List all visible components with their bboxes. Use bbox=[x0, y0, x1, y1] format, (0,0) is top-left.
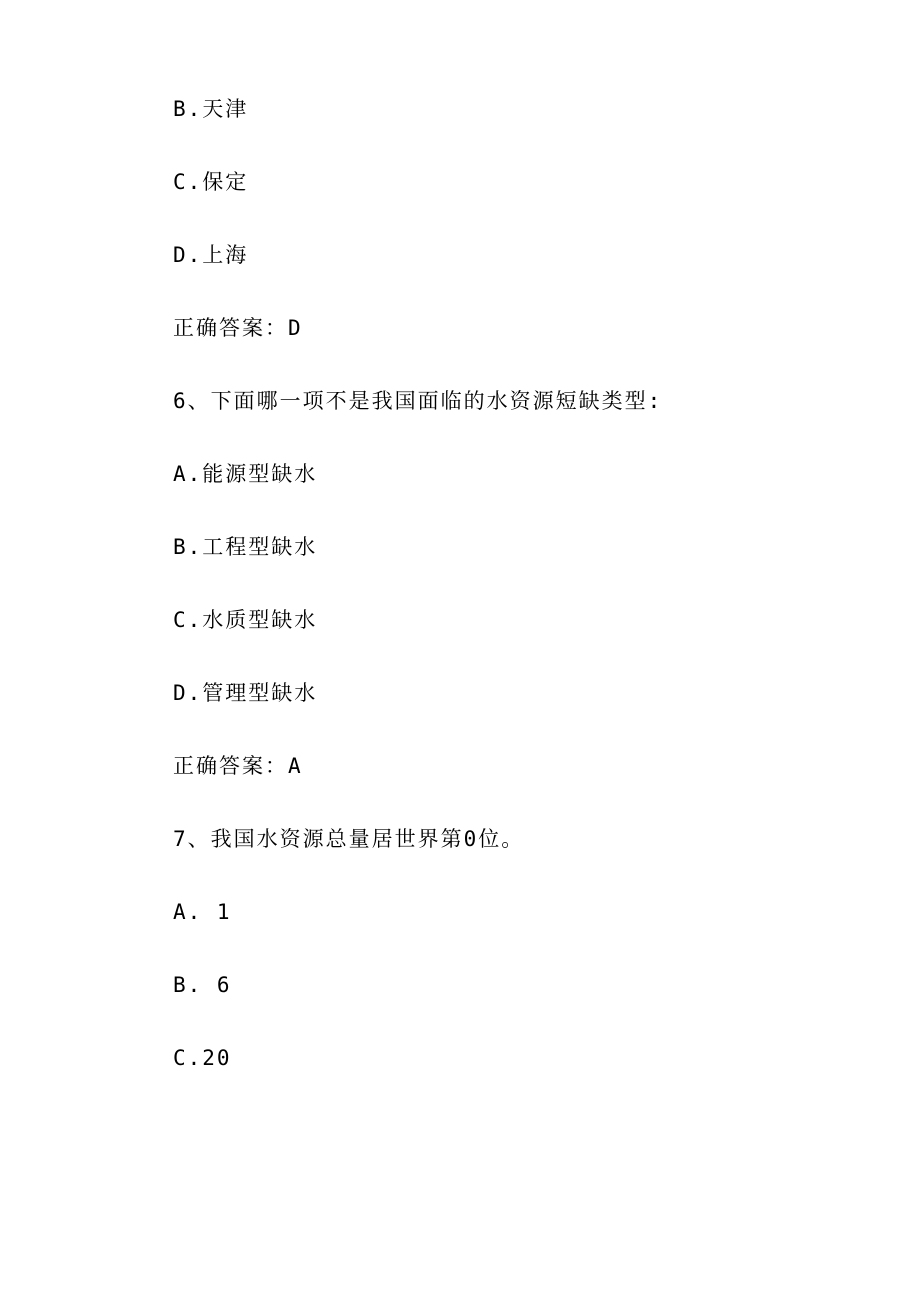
question-6-option-d: D.管理型缺水 bbox=[173, 681, 318, 705]
option-c-baoding: C.保定 bbox=[173, 170, 249, 194]
question-7: 7、我国水资源总量居世界第0位。 bbox=[173, 827, 525, 851]
question-6-option-a: A.能源型缺水 bbox=[173, 462, 318, 486]
answer-q5: 正确答案：D bbox=[173, 316, 303, 340]
question-6-option-c: C.水质型缺水 bbox=[173, 608, 318, 632]
option-b-tianjin: B.天津 bbox=[173, 97, 249, 121]
question-7-option-b: B. 6 bbox=[173, 973, 232, 997]
answer-q6: 正确答案：A bbox=[173, 754, 303, 778]
question-6: 6、下面哪一项不是我国面临的水资源短缺类型: bbox=[173, 389, 663, 413]
option-d-shanghai: D.上海 bbox=[173, 243, 249, 267]
question-6-option-b: B.工程型缺水 bbox=[173, 535, 318, 559]
question-7-option-a: A. 1 bbox=[173, 900, 232, 924]
question-7-option-c: C.20 bbox=[173, 1046, 232, 1070]
